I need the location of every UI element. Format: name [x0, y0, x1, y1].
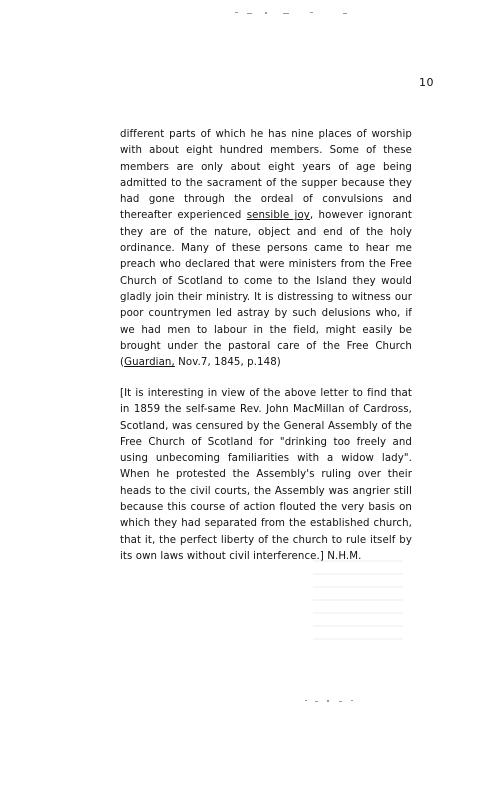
scan-marks-bottom	[305, 697, 365, 705]
show-through-text	[313, 560, 403, 640]
letter-text-middle: , however ignorant they are of the nature, object and end of the holy ordinance. Many of these persons came to hear me preach who declared that were ministers from the Free Church of Scotland to come to the Island they would gladly join their ministry. It is distressing to witness our poor countrymen led astray by such delusions who, if we had men to labour in the field, might easily be brought under the pastoral care of the Free Church (	[120, 210, 412, 369]
letter-paragraph	[120, 127, 412, 371]
letter-text-start: different parts of which he has nine places of worship with about eight hundred members. Some of these members are only about eight years of age being admitted to the sacrament of the supper because they had gone through the ordeal of convulsions and thereafter experienced	[120, 129, 412, 222]
sensible-joy-phrase: sensible joy	[246, 210, 310, 222]
citation-title: Guardian,	[124, 357, 175, 369]
editorial-note-paragraph: [It is interesting in view of the above letter to find that in 1859 the self-same Rev. John MacMillan of Cardross, Scotland, was censured by the General Assembly of the Free Church of Scotland for "drinking too freely and using unbecoming familiarities with a widow lady". When he protested the Assembly's ruling over their heads to the civil courts, the Assembly was angrier still because this course of action flouted the very basis on which they had separated from the established church, that it, the perfect liberty of the church to rule itself by its own laws without civil interference.] N.H.M.	[120, 388, 412, 562]
citation-details: Nov.7, 1845, p.148)	[174, 357, 281, 369]
scan-marks-top	[235, 10, 355, 16]
page-number: 10	[419, 76, 434, 89]
